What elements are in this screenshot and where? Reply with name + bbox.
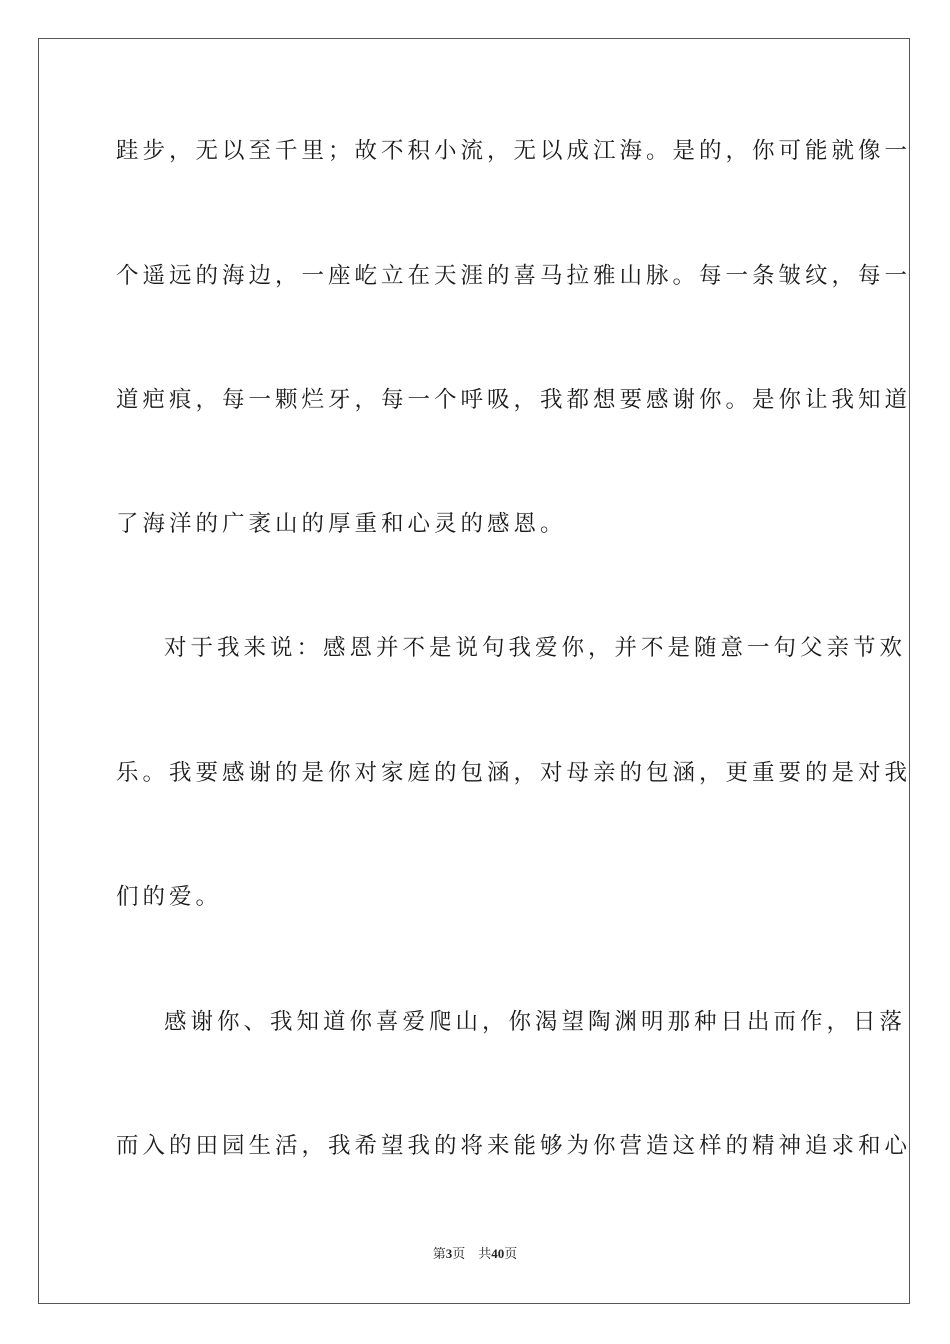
paragraph-line-indented: 感谢你、我知道你喜爱爬山，你渴望陶渊明那种日出而作，日落 (164, 1009, 907, 1035)
page-footer (0, 1245, 950, 1263)
paragraph-line: 而入的田园生活，我希望我的将来能够为你营造这样的精神追求和心 (116, 1133, 912, 1159)
paragraph-line: 跬步，无以至千里；故不积小流，无以成江海。是的，你可能就像一 (116, 138, 912, 164)
total-suffix: 页 (504, 1246, 518, 1261)
page-number: 3 (445, 1246, 453, 1261)
total-prefix: 共 (478, 1246, 492, 1261)
page-border (38, 38, 910, 1304)
paragraph-line: 了海洋的广袤山的厚重和心灵的感恩。 (116, 511, 567, 537)
page-suffix: 页 (452, 1246, 466, 1261)
paragraph-line: 们的爱。 (116, 884, 223, 910)
page-prefix: 第 (432, 1246, 446, 1261)
paragraph-line: 道疤痕，每一颗烂牙，每一个呼吸，我都想要感谢你。是你让我知道 (116, 387, 912, 413)
total-pages: 40 (491, 1246, 505, 1261)
paragraph-line: 乐。我要感谢的是你对家庭的包涵，对母亲的包涵，更重要的是对我 (116, 760, 912, 786)
paragraph-line-indented: 对于我来说：感恩并不是说句我爱你，并不是随意一句父亲节欢 (164, 635, 907, 661)
paragraph-line: 个遥远的海边，一座屹立在天涯的喜马拉雅山脉。每一条皱纹，每一 (116, 263, 912, 289)
